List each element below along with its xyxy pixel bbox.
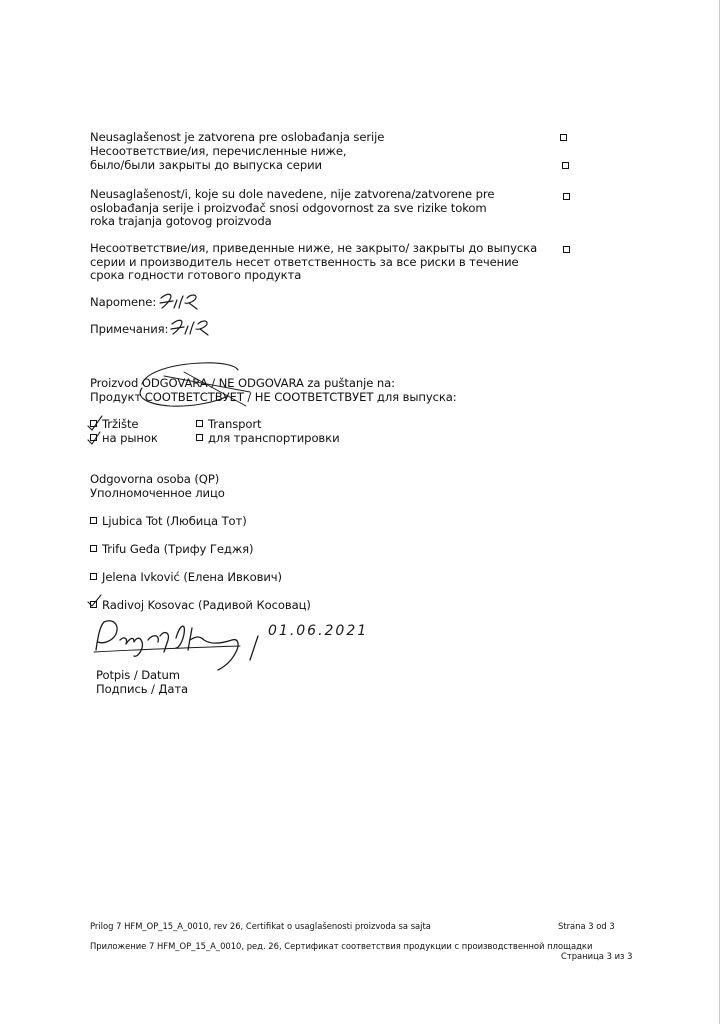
text-line: Несоответствие/ия, приведенные ниже, не закрыто/ закрыты до выпуска — [90, 241, 538, 255]
transport-label-sr: Transport — [208, 417, 262, 431]
release-sr-option-no[interactable]: NE ODGOVARA — [218, 376, 304, 390]
notes-label-ru: Примечания: — [90, 322, 169, 336]
text-line: срока годности готового продукта — [90, 268, 302, 283]
text-line: было/были закрыты до выпуска серии — [90, 157, 322, 172]
handwritten-check-qp — [86, 594, 106, 610]
release-ru-separator: / — [243, 390, 255, 404]
release-ru-option-yes[interactable]: СООТВЕТСТВУЕТ — [144, 390, 244, 404]
scan-edge-line — [719, 0, 720, 1024]
market-label-ru: на рынок — [102, 431, 158, 445]
nonconformity-closed-ru — [90, 145, 347, 172]
nonconformity-open-ru — [90, 242, 537, 283]
text-line: Neusaglašenost/i, koje su dole navedene, nije zatvorena/zatvorene pre — [90, 187, 495, 201]
qp-person-3-checkbox[interactable] — [90, 573, 97, 580]
qp-title-sr: Odgovorna osoba (QP) — [90, 472, 220, 486]
handwritten-check-market — [86, 414, 110, 448]
qp-person-name: Radivoj Kosovac (Радивой Косовац) — [102, 598, 311, 612]
nonconformity-closed-sr: Neusaglašenost je zatvorena pre oslobađanja serije — [90, 130, 385, 144]
qp-person-name: Trifu Geđa (Трифу Геджя) — [102, 542, 254, 556]
release-sr-option-yes[interactable]: ODGOVARA — [141, 376, 208, 390]
qp-person-2-checkbox[interactable] — [90, 545, 97, 552]
signature-caption-ru: Подпись / Дата — [96, 682, 189, 696]
nonconformity-open-ru-checkbox[interactable] — [563, 246, 570, 253]
qp-person-1[interactable] — [90, 515, 247, 528]
transport-option-sr[interactable] — [196, 418, 262, 431]
release-ru-suffix: для выпуска: — [373, 390, 457, 404]
qp-title-ru: Уполномоченное лицо — [90, 486, 225, 500]
handwritten-notes-sr — [157, 290, 217, 312]
release-sr-prefix: Proizvod — [90, 376, 142, 390]
notes-label-sr: Napomene: — [90, 295, 157, 309]
release-ru-prefix: Продукт — [90, 390, 145, 404]
qp-person-3[interactable] — [90, 571, 282, 584]
release-ru-option-no[interactable]: НЕ СООТВЕТСТВУЕТ — [254, 390, 374, 404]
signature-caption-sr: Potpis / Datum — [96, 668, 180, 682]
qp-person-4[interactable] — [90, 599, 311, 612]
transport-checkbox[interactable] — [196, 420, 203, 427]
qp-person-2[interactable] — [90, 543, 253, 556]
release-sr-separator: / — [207, 376, 219, 390]
footer-line-ru: Приложение 7 HFM_OP_15_A_0010, ред. 26, Сертификат соответствия продукции с производственной площадки — [90, 941, 593, 951]
qp-person-name: Jelena Ivković (Елена Ивкович) — [102, 570, 282, 584]
nonconformity-open-sr — [90, 188, 494, 229]
footer-line-sr: Prilog 7 HFM_OP_15_A_0010, rev 26, Certifikat o usaglašenosti proizvoda sa sajta — [90, 921, 431, 931]
text-line: серии и производитель несет ответственность за все риски в течение — [90, 254, 519, 269]
text-line: roka trajanja gotovog proizvoda — [90, 214, 272, 229]
footer-page-ru: Страница 3 из 3 — [561, 951, 633, 961]
transport-ru-checkbox[interactable] — [196, 434, 203, 441]
qp-person-1-checkbox[interactable] — [90, 517, 97, 524]
nonconformity-open-sr-checkbox[interactable] — [563, 193, 570, 200]
nonconformity-closed-ru-checkbox[interactable] — [562, 162, 569, 169]
handwritten-notes-ru — [168, 317, 228, 339]
text-line: oslobađanja serije i proizvođač snosi odgovornost za sve rizike tokom — [90, 200, 487, 215]
handwritten-date: 01.06.2021 — [268, 623, 369, 639]
transport-option-ru[interactable] — [196, 432, 340, 445]
handwritten-circle-mark — [128, 358, 268, 410]
release-sr-suffix: za puštanje na: — [303, 376, 395, 390]
qp-person-name: Ljubica Tot (Любица Тот) — [102, 514, 247, 528]
footer-page-sr: Strana 3 od 3 — [558, 921, 615, 931]
transport-label-ru: для транспортировки — [208, 431, 340, 445]
market-label-sr: Tržište — [102, 417, 139, 431]
nonconformity-closed-sr-checkbox[interactable] — [560, 134, 567, 141]
text-line: Несоответствие/ия, перечисленные ниже, — [90, 144, 347, 158]
